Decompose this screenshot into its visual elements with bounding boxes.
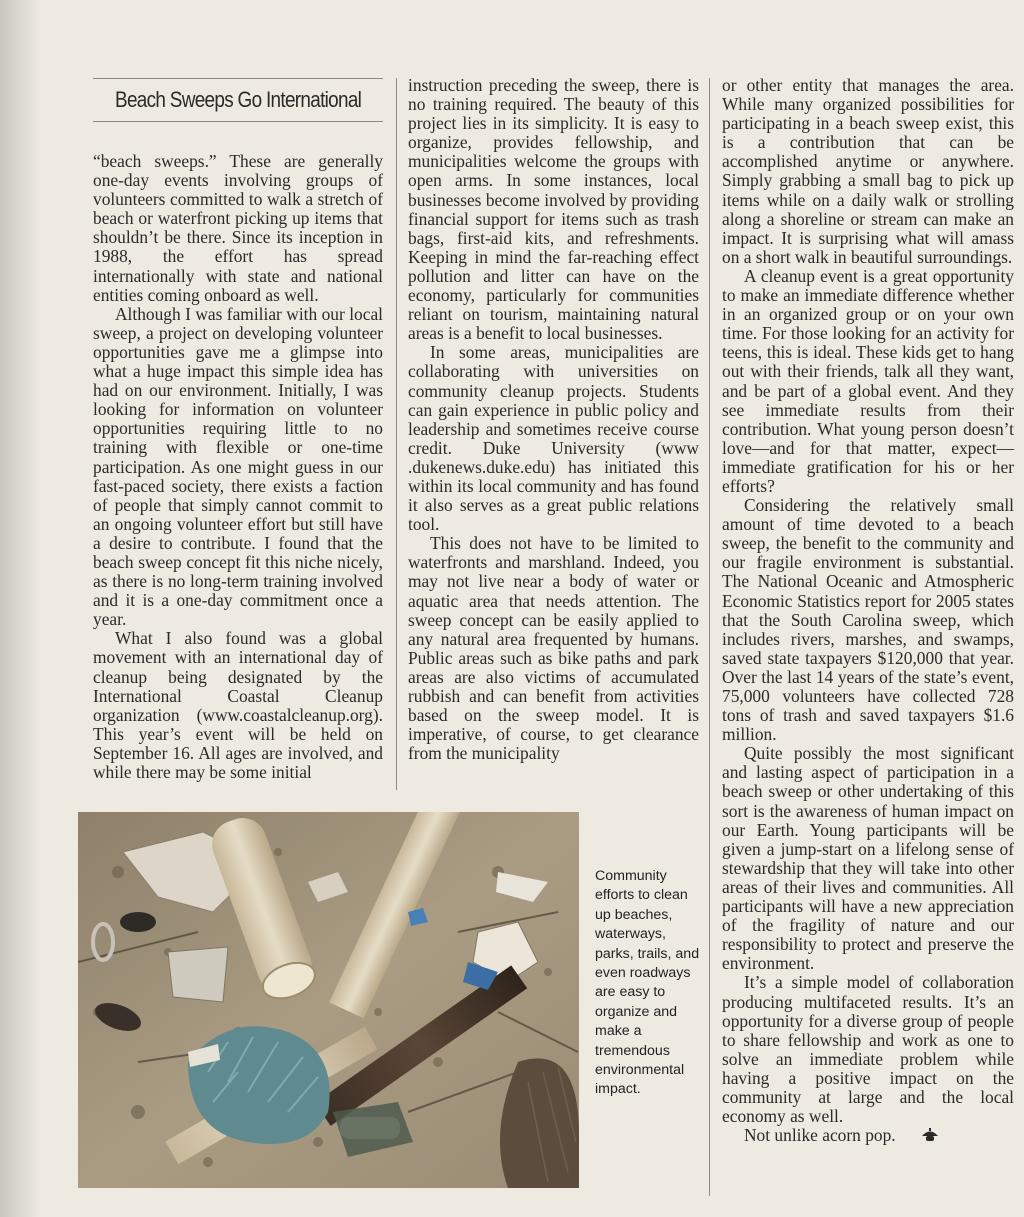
column-divider-2 [709, 78, 710, 1196]
acorn-end-mark-icon [898, 1127, 940, 1147]
closing-paragraph [722, 1126, 1014, 1147]
photo-caption: Community efforts to clean up beaches, waterways, parks, trails, and even roadways are easy to organize and make a tremendous environmental impact. [595, 868, 700, 1098]
paragraph: Although I was familiar with our local sweep, a project on developing volunteer opportunities gave me a glimpse into what a huge impact this simple idea has had on our environment. Initially, I was looking for information on volunteer opportunities requiring little to no training with flexible or one-time participation. As one might guess in our fast-paced society, there exists a faction of people that simply cannot commit to an ongoing volunteer effort but still have a desire to contribute. I found that the beach sweep concept fit this niche nicely, as there is no long-term training involved and it is a one-day commitment once a year. [93, 303, 383, 630]
paragraph: It’s a simple model of collaboration producing multifaceted results. It’s an opportunity for a diverse group of people to share fellowship and work as one to solve an immediate problem while having a positive impact on the community at large and the local economy as well. [722, 972, 1014, 1127]
column-divider-1 [396, 78, 397, 790]
paragraph: “beach sweeps.” These are generally one-day events involving groups of volunteers committed to walk a stretch of beach or waterfront picking up items that shouldn’t be there. Since its inception in 1988, the effort has spread internationally with state and national entities coming onboard as well. [93, 151, 383, 305]
article-title-box [93, 78, 383, 122]
article-title: Beach Sweeps Go International [114, 87, 362, 112]
page-gutter-shadow [0, 0, 40, 1217]
paragraph: Quite possibly the most significant and lasting aspect of participation in a beach sweep or other undertaking of this sort is the awareness of human impact on our Earth. Young participants will be given a jump-start on a lifelong sense of stewardship that they will take into other areas of their lives and communities. All participants will have a new appreciation of the fragility of nature and our responsibility to protect and preserve the environment. [722, 743, 1014, 974]
paragraph: or other entity that manages the area. While many organized possibilities for participating in a beach sweep exist, this is a contribution that can be accomplished anytime or anywhere. Simply grabbing a small bag to pick up items while on a daily walk or strolling along a shoreline or stream can make an impact. It is surprising what will amass on a short walk in beautiful surroundings. [722, 75, 1014, 267]
paragraph: What I also found was a global movement with an international day of cleanup being designated by the International Coastal Cleanup organization (www.coastalcleanup.org). This year’s event will be held on September 16. All ages are involved, and while there may be some initial [93, 628, 383, 782]
paragraph: A cleanup event is a great opportunity to make an immediate difference whether in an organized group or on your own time. For those looking for an activity for teens, this is ideal. These kids get to hang out with their friends, talk all they want, and be part of a global event. And they see immediate results from their contribution. What young person doesn’t love—and for that matter, expect—immediate gratification for his or her efforts? [722, 265, 1014, 496]
article-column-2 [408, 76, 699, 763]
beach-debris-photo [78, 812, 579, 1188]
paragraph: This does not have to be limited to waterfronts and marshland. Indeed, you may not live near a body of water or aquatic area that needs attention. The sweep concept can be easily applied to any natural area frequented by humans. Public areas such as bike paths and park areas are also victims of accumulated rubbish and can benefit from activities based on the sweep model. It is imperative, of course, to get clearance from the municipality [408, 533, 699, 764]
paragraph: Considering the relatively small amount of time devoted to a beach sweep, the benefit to the community and our fragile environment is substantial. The National Oceanic and Atmospheric Economic Statistics report for 2005 states that the South Carolina sweep, which includes rivers, marshes, and swamps, saved state taxpayers $120,000 that year. Over the last 14 years of the state’s event, 75,000 volunteers have collected 728 tons of trash and saved taxpayers $1.6 million. [722, 495, 1014, 745]
paragraph: instruction preceding the sweep, there is no training required. The beauty of this project lies in its simplicity. It is easy to organize, provides fellowship, and municipalities welcome the groups with open arms. In some instances, local businesses become involved by providing financial support for items such as trash bags, first-aid kits, and refreshments. Keeping in mind the far-reaching effect pollution and litter can have on the economy, particularly for communities reliant on tourism, maintaining natural areas is a benefit to local businesses. [408, 75, 699, 344]
article-column-1 [93, 152, 383, 782]
paragraph: In some areas, municipalities are collaborating with universities on community cleanup projects. Students can gain experience in public policy and leadership and sometimes receive course credit. Duke University (www .dukenews.duke.edu) has initiated this within its local community and has found it also serves as a great public relations tool. [408, 342, 699, 535]
article-column-3 [722, 76, 1014, 1147]
closing-text: Not unlike acorn pop. [744, 1125, 896, 1146]
